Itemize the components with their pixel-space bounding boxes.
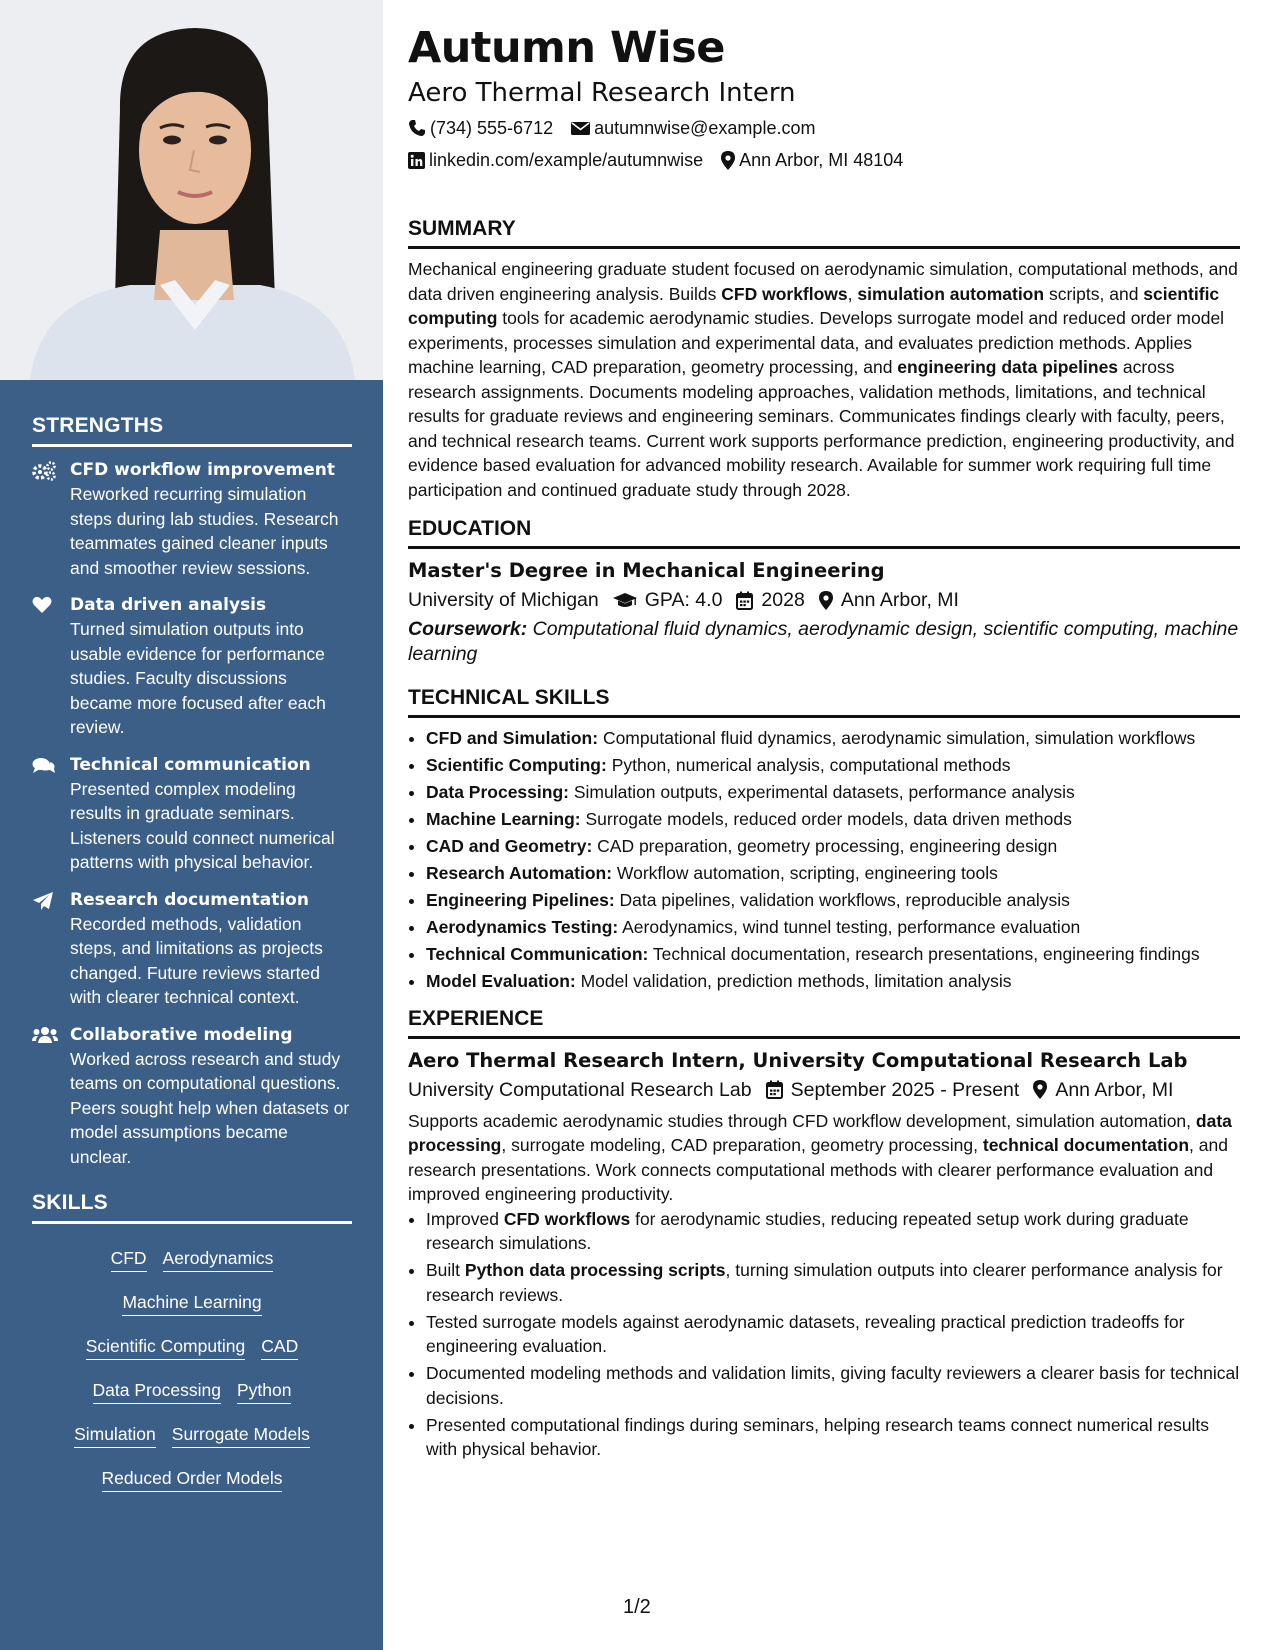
strength-description: Presented complex modeling results in graduate seminars. Listeners could connect numerical patterns with physical behavior. — [70, 778, 335, 872]
skill-label: CFD and Simulation: — [426, 728, 599, 748]
job-dates-item — [766, 1075, 1020, 1105]
job-intro — [408, 1109, 1240, 1207]
experience-heading: EXPERIENCE — [408, 1006, 1240, 1039]
bullet-text: , turning simulation outputs into clearer performance analysis for research reviews. — [426, 1260, 1223, 1305]
skill-text: Workflow automation, scripting, engineering tools — [612, 863, 998, 883]
linkedin-icon — [408, 152, 425, 169]
summary-segment: Mechanical engineering graduate student focused on aerodynamic simulation, computational methods, and data driven engineering analysis. Builds — [408, 259, 1238, 304]
comments-icon — [32, 754, 70, 875]
strength-title: Technical communication — [70, 754, 311, 775]
location-text: Ann Arbor, MI 48104 — [739, 150, 904, 170]
summary-segment: tools for academic aerodynamic studies. Develops surrogate model and reduced order model experiments, processes simulation and experimental data, and evaluates prediction methods. Applies machine learning, CAD preparation, geometry processing, and — [408, 308, 1225, 377]
bullet-text: Presented computational findings during seminars, helping research teams connect numerical results with physical behavior. — [426, 1414, 1210, 1459]
skill-label: CAD and Geometry: — [426, 836, 593, 856]
strength-item — [32, 459, 352, 580]
skill-label: Scientific Computing: — [426, 755, 607, 775]
edu-location-text: Ann Arbor, MI — [840, 589, 959, 611]
job-bullet — [426, 1413, 1240, 1462]
summary-highlight: simulation automation — [857, 283, 1045, 304]
technical-skill-item — [426, 942, 1240, 967]
strength-description: Reworked recurring simulation steps during lab studies. Research teammates gained cleaner inputs and smoother review sessions. — [70, 484, 339, 578]
gpa-text: GPA: 4.0 — [644, 589, 723, 611]
strength-item — [32, 754, 352, 875]
strength-item — [32, 889, 352, 1010]
envelope-icon — [571, 121, 590, 136]
intro-highlight: technical documentation — [982, 1135, 1190, 1155]
intro-segment: , surrogate modeling, CAD preparation, geometry processing, — [501, 1135, 983, 1155]
coursework-label: Coursework: — [408, 618, 528, 640]
strength-item — [32, 1024, 352, 1170]
phone-contact — [408, 116, 553, 140]
map-marker-icon — [1033, 1080, 1047, 1099]
linkedin-contact[interactable] — [408, 148, 703, 172]
summary-highlight: scientific computing — [408, 283, 1220, 328]
candidate-role: Aero Thermal Research Intern — [408, 78, 796, 108]
summary-segment: , — [847, 283, 858, 304]
contact-row-2 — [408, 148, 1240, 172]
coursework — [408, 617, 1240, 667]
job-org: University Computational Research Lab — [408, 1078, 752, 1101]
strength-title: CFD workflow improvement — [70, 460, 335, 480]
calendar-icon — [736, 591, 753, 610]
job-bullet — [426, 1258, 1240, 1307]
skill-text: Data pipelines, validation workflows, reproducible analysis — [614, 890, 1070, 910]
map-marker-icon — [721, 151, 735, 170]
skill-text: Surrogate models, reduced order models, data driven methods — [580, 809, 1072, 829]
job-location-item — [1033, 1075, 1173, 1105]
skill-text: Aerodynamics, wind tunnel testing, performance evaluation — [618, 917, 1081, 937]
technical-skill-item — [426, 969, 1240, 994]
bullet-highlight: CFD workflows — [503, 1208, 631, 1229]
intro-segment: Supports academic aerodynamic studies through CFD workflow development, simulation automation, — [408, 1110, 1196, 1131]
sidebar — [0, 0, 383, 1650]
technical-skill-item — [426, 915, 1240, 940]
skill-text: Python, numerical analysis, computational methods — [606, 755, 1011, 775]
job-meta — [408, 1075, 1240, 1105]
heart-icon — [32, 594, 70, 740]
graduation-cap-icon — [613, 592, 637, 609]
bullet-text: Built — [426, 1260, 465, 1280]
strength-item — [32, 594, 352, 740]
page-number: 1/2 — [623, 1596, 651, 1618]
users-icon — [32, 1024, 70, 1170]
job-bullets — [408, 1207, 1240, 1462]
summary-segment: across research assignments. Documents modeling approaches, validation methods, limitations, and technical results for graduate reviews and engineering seminars. Communicates findings clearly with faculty, peers, and technical research teams. Current work supports performance prediction, engineering productivity, and evidence based evaluation for advanced mobility research. Available for summer work requiring full time participation and continued graduate study through 2028. — [408, 357, 1235, 500]
skill-label: Machine Learning: — [426, 809, 581, 829]
bullet-text: Improved — [426, 1208, 504, 1229]
skill-tag: Surrogate Models — [172, 1424, 310, 1448]
skill-tag: Scientific Computing — [86, 1336, 246, 1360]
gpa-item — [613, 585, 723, 615]
skill-label: Data Processing: — [426, 782, 569, 802]
summary-heading: SUMMARY — [408, 216, 1240, 249]
gears-icon — [32, 459, 70, 580]
education-heading: EDUCATION — [408, 516, 1240, 549]
job-title: Aero Thermal Research Intern, University Computational Research Lab — [408, 1048, 1188, 1072]
sidebar-content — [32, 380, 352, 1500]
skill-label: Research Automation: — [426, 863, 613, 883]
skill-tag: Aerodynamics — [163, 1248, 274, 1272]
strength-title: Research documentation — [70, 889, 309, 910]
summary-highlight: engineering data pipelines — [897, 357, 1119, 377]
job-dates-text: September 2025 - Present — [790, 1078, 1020, 1101]
bullet-text: Tested surrogate models against aerodynamic datasets, revealing practical prediction tradeoffs for engineering evaluation. — [426, 1311, 1185, 1356]
skill-tag: CFD — [111, 1248, 147, 1272]
technical-skill-item — [426, 726, 1240, 751]
school-name: University of Michigan — [408, 589, 599, 611]
strength-description: Worked across research and study teams on computational questions. Peers sought help when datasets or model assumptions became unclear. — [70, 1048, 350, 1167]
profile-photo — [0, 0, 383, 380]
technical-skills-list — [408, 726, 1240, 994]
paper-plane-icon — [32, 889, 70, 1010]
summary-segment: scripts, and — [1044, 283, 1144, 304]
location-contact — [721, 148, 903, 172]
skill-tag: Data Processing — [93, 1380, 221, 1404]
skill-label: Technical Communication: — [426, 944, 649, 964]
summary-text — [408, 257, 1240, 502]
calendar-icon — [766, 1080, 783, 1099]
job-bullet — [426, 1207, 1240, 1256]
job-bullet — [426, 1310, 1240, 1359]
map-marker-icon — [819, 591, 833, 610]
skill-text: Computational fluid dynamics, aerodynamic simulation, simulation workflows — [598, 728, 1196, 748]
phone-icon — [408, 119, 426, 137]
strength-description: Turned simulation outputs into usable evidence for performance studies. Faculty discussions became more focused after each review. — [70, 619, 326, 737]
job-bullet — [426, 1361, 1240, 1410]
bullet-text: Documented modeling methods and validation limits, giving faculty reviewers a clearer basis for technical decisions. — [426, 1363, 1240, 1408]
education-meta — [408, 585, 1240, 615]
phone-text: (734) 555-6712 — [430, 118, 554, 138]
strength-title: Data driven analysis — [70, 595, 267, 615]
strengths-heading: STRENGTHS — [32, 414, 352, 447]
skill-text: Technical documentation, research presentations, engineering findings — [648, 944, 1200, 964]
main-content — [408, 22, 1240, 1464]
strength-description: Recorded methods, validation steps, and limitations as projects changed. Future reviews started with clearer technical context. — [70, 913, 323, 1007]
technical-skill-item — [426, 888, 1240, 913]
candidate-name: Autumn Wise — [408, 23, 725, 73]
email-contact[interactable] — [571, 116, 815, 140]
technical-skills-heading: TECHNICAL SKILLS — [408, 685, 1240, 718]
email-link[interactable]: autumnwise@example.com — [594, 118, 816, 138]
technical-skill-item — [426, 753, 1240, 778]
summary-highlight: CFD workflows — [721, 283, 848, 304]
skill-tag: Simulation — [74, 1424, 156, 1448]
coursework-text: Computational fluid dynamics, aerodynamic design, scientific computing, machine learning — [408, 618, 1239, 665]
skill-text: CAD preparation, geometry processing, engineering design — [592, 836, 1058, 856]
skill-tag: Python — [237, 1380, 291, 1404]
bullet-text: for aerodynamic studies, reducing repeated setup work during graduate research simulations. — [426, 1208, 1189, 1253]
edu-location-item — [819, 585, 959, 615]
skill-text: Model validation, prediction methods, limitation analysis — [575, 971, 1012, 991]
skills-heading: SKILLS — [32, 1191, 352, 1224]
bullet-highlight: Python data processing scripts — [464, 1260, 726, 1280]
technical-skill-item — [426, 861, 1240, 886]
skill-label: Model Evaluation: — [426, 971, 576, 991]
skills-list — [32, 1236, 352, 1500]
skill-label: Engineering Pipelines: — [426, 890, 615, 910]
degree-title: Master's Degree in Mechanical Engineering — [408, 559, 885, 582]
technical-skill-item — [426, 780, 1240, 805]
technical-skill-item — [426, 807, 1240, 832]
skill-label: Aerodynamics Testing: — [426, 917, 619, 937]
skill-text: Simulation outputs, experimental datasets, performance analysis — [568, 782, 1075, 802]
technical-skill-item — [426, 834, 1240, 859]
skill-tag: Reduced Order Models — [102, 1468, 283, 1492]
year-item — [736, 585, 804, 615]
strength-title: Collaborative modeling — [70, 1024, 293, 1045]
skill-tag: CAD — [261, 1336, 298, 1360]
intro-highlight: data processing — [408, 1110, 1232, 1155]
linkedin-link[interactable]: linkedin.com/example/autumnwise — [429, 150, 704, 170]
year-text: 2028 — [761, 589, 805, 611]
job-location-text: Ann Arbor, MI — [1055, 1078, 1174, 1101]
intro-segment: , and research presentations. Work connects computational methods with clearer performance evaluation and improved engineering productivity. — [408, 1135, 1228, 1204]
skill-tag: Machine Learning — [122, 1292, 261, 1316]
contact-row-1 — [408, 116, 1240, 140]
